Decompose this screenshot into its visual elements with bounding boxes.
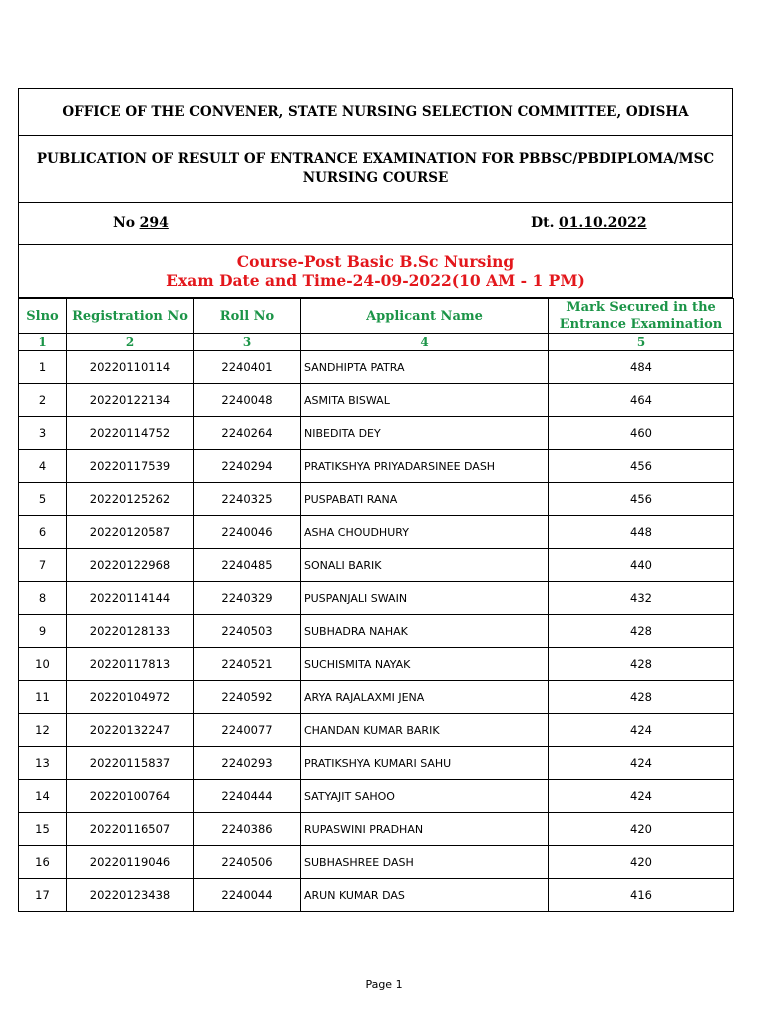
applicant-name-cell: ARYA RAJALAXMI JENA bbox=[301, 681, 549, 714]
roll-no-cell: 2240503 bbox=[194, 615, 301, 648]
mark-cell: 440 bbox=[549, 549, 734, 582]
publication-title bbox=[18, 136, 733, 203]
table-row bbox=[19, 549, 734, 582]
table-row bbox=[19, 516, 734, 549]
registration-no-cell: 20220116507 bbox=[67, 813, 194, 846]
exam-date-time: Exam Date and Time-24-09-2022(10 AM - 1 PM) bbox=[166, 271, 585, 290]
roll-no-cell: 2240077 bbox=[194, 714, 301, 747]
slno-cell: 3 bbox=[19, 417, 67, 450]
column-header: Mark Secured in the Entrance Examination bbox=[549, 299, 734, 334]
registration-no-cell: 20220120587 bbox=[67, 516, 194, 549]
registration-no-cell: 20220122134 bbox=[67, 384, 194, 417]
roll-no-cell: 2240521 bbox=[194, 648, 301, 681]
registration-no-cell: 20220114144 bbox=[67, 582, 194, 615]
column-header: Slno bbox=[19, 299, 67, 334]
mark-cell: 428 bbox=[549, 615, 734, 648]
column-number: 4 bbox=[301, 334, 549, 351]
slno-cell: 6 bbox=[19, 516, 67, 549]
result-table bbox=[18, 298, 734, 912]
applicant-name-cell: SANDHIPTA PATRA bbox=[301, 351, 549, 384]
roll-no-cell: 2240044 bbox=[194, 879, 301, 912]
slno-cell: 11 bbox=[19, 681, 67, 714]
registration-no-cell: 20220114752 bbox=[67, 417, 194, 450]
roll-no-cell: 2240294 bbox=[194, 450, 301, 483]
slno-cell: 15 bbox=[19, 813, 67, 846]
notice-number-value: 294 bbox=[139, 215, 169, 231]
applicant-name-cell: CHANDAN KUMAR BARIK bbox=[301, 714, 549, 747]
applicant-name-cell: SUBHASHREE DASH bbox=[301, 846, 549, 879]
mark-cell: 424 bbox=[549, 780, 734, 813]
roll-no-cell: 2240386 bbox=[194, 813, 301, 846]
table-header-row bbox=[19, 299, 734, 334]
mark-cell: 464 bbox=[549, 384, 734, 417]
column-number: 2 bbox=[67, 334, 194, 351]
roll-no-cell: 2240401 bbox=[194, 351, 301, 384]
table-row bbox=[19, 648, 734, 681]
roll-no-cell: 2240046 bbox=[194, 516, 301, 549]
mark-cell: 456 bbox=[549, 450, 734, 483]
mark-cell: 420 bbox=[549, 846, 734, 879]
mark-cell: 428 bbox=[549, 648, 734, 681]
applicant-name-cell: SUBHADRA NAHAK bbox=[301, 615, 549, 648]
column-header: Roll No bbox=[194, 299, 301, 334]
mark-cell: 424 bbox=[549, 747, 734, 780]
column-number: 5 bbox=[549, 334, 734, 351]
registration-no-cell: 20220122968 bbox=[67, 549, 194, 582]
publication-title-text: PUBLICATION OF RESULT OF ENTRANCE EXAMINATION FOR PBBSC/PBDIPLOMA/MSC NURSING COURSE bbox=[36, 151, 715, 186]
notice-date-value: 01.10.2022 bbox=[558, 215, 647, 231]
mark-cell: 456 bbox=[549, 483, 734, 516]
slno-cell: 8 bbox=[19, 582, 67, 615]
registration-no-cell: 20220115837 bbox=[67, 747, 194, 780]
column-number-row bbox=[19, 334, 734, 351]
mark-cell: 416 bbox=[549, 879, 734, 912]
column-header: Registration No bbox=[67, 299, 194, 334]
registration-no-cell: 20220100764 bbox=[67, 780, 194, 813]
column-number: 1 bbox=[19, 334, 67, 351]
mark-cell: 432 bbox=[549, 582, 734, 615]
roll-no-cell: 2240264 bbox=[194, 417, 301, 450]
mark-cell: 428 bbox=[549, 681, 734, 714]
slno-cell: 13 bbox=[19, 747, 67, 780]
applicant-name-cell: SONALI BARIK bbox=[301, 549, 549, 582]
mark-cell: 420 bbox=[549, 813, 734, 846]
table-row bbox=[19, 615, 734, 648]
page-number: Page 1 bbox=[365, 978, 403, 991]
registration-no-cell: 20220125262 bbox=[67, 483, 194, 516]
roll-no-cell: 2240444 bbox=[194, 780, 301, 813]
applicant-name-cell: ARUN KUMAR DAS bbox=[301, 879, 549, 912]
notice-date-label: Dt. bbox=[531, 215, 555, 231]
applicant-name-cell: PUSPABATI RANA bbox=[301, 483, 549, 516]
table-row bbox=[19, 681, 734, 714]
result-sheet bbox=[18, 88, 733, 912]
applicant-name-cell: PRATIKSHYA PRIYADARSINEE DASH bbox=[301, 450, 549, 483]
number-date-row bbox=[18, 203, 733, 245]
slno-cell: 17 bbox=[19, 879, 67, 912]
column-number: 3 bbox=[194, 334, 301, 351]
slno-cell: 2 bbox=[19, 384, 67, 417]
roll-no-cell: 2240048 bbox=[194, 384, 301, 417]
table-row bbox=[19, 483, 734, 516]
registration-no-cell: 20220123438 bbox=[67, 879, 194, 912]
office-title-text: OFFICE OF THE CONVENER, STATE NURSING SELECTION COMMITTEE, ODISHA bbox=[62, 104, 689, 120]
mark-cell: 448 bbox=[549, 516, 734, 549]
mark-cell: 460 bbox=[549, 417, 734, 450]
table-row bbox=[19, 351, 734, 384]
roll-no-cell: 2240592 bbox=[194, 681, 301, 714]
table-row bbox=[19, 714, 734, 747]
slno-cell: 10 bbox=[19, 648, 67, 681]
slno-cell: 5 bbox=[19, 483, 67, 516]
notice-number-label: No bbox=[113, 215, 136, 231]
table-row bbox=[19, 879, 734, 912]
slno-cell: 4 bbox=[19, 450, 67, 483]
slno-cell: 14 bbox=[19, 780, 67, 813]
course-name: Course-Post Basic B.Sc Nursing bbox=[236, 252, 515, 271]
notice-date bbox=[531, 215, 647, 231]
table-row bbox=[19, 813, 734, 846]
slno-cell: 7 bbox=[19, 549, 67, 582]
applicant-name-cell: SUCHISMITA NAYAK bbox=[301, 648, 549, 681]
registration-no-cell: 20220132247 bbox=[67, 714, 194, 747]
applicant-name-cell: ASMITA BISWAL bbox=[301, 384, 549, 417]
slno-cell: 9 bbox=[19, 615, 67, 648]
notice-number bbox=[113, 215, 169, 231]
registration-no-cell: 20220104972 bbox=[67, 681, 194, 714]
applicant-name-cell: SATYAJIT SAHOO bbox=[301, 780, 549, 813]
roll-no-cell: 2240485 bbox=[194, 549, 301, 582]
slno-cell: 1 bbox=[19, 351, 67, 384]
registration-no-cell: 20220110114 bbox=[67, 351, 194, 384]
table-row bbox=[19, 747, 734, 780]
table-row bbox=[19, 780, 734, 813]
roll-no-cell: 2240329 bbox=[194, 582, 301, 615]
table-row bbox=[19, 384, 734, 417]
registration-no-cell: 20220117813 bbox=[67, 648, 194, 681]
table-row bbox=[19, 417, 734, 450]
mark-cell: 484 bbox=[549, 351, 734, 384]
registration-no-cell: 20220117539 bbox=[67, 450, 194, 483]
applicant-name-cell: NIBEDITA DEY bbox=[301, 417, 549, 450]
roll-no-cell: 2240325 bbox=[194, 483, 301, 516]
applicant-name-cell: RUPASWINI PRADHAN bbox=[301, 813, 549, 846]
mark-cell: 424 bbox=[549, 714, 734, 747]
applicant-name-cell: ASHA CHOUDHURY bbox=[301, 516, 549, 549]
course-info bbox=[18, 245, 733, 298]
registration-no-cell: 20220128133 bbox=[67, 615, 194, 648]
office-title bbox=[18, 88, 733, 136]
table-row bbox=[19, 846, 734, 879]
slno-cell: 12 bbox=[19, 714, 67, 747]
roll-no-cell: 2240293 bbox=[194, 747, 301, 780]
column-header: Applicant Name bbox=[301, 299, 549, 334]
table-row bbox=[19, 450, 734, 483]
slno-cell: 16 bbox=[19, 846, 67, 879]
table-row bbox=[19, 582, 734, 615]
roll-no-cell: 2240506 bbox=[194, 846, 301, 879]
applicant-name-cell: PRATIKSHYA KUMARI SAHU bbox=[301, 747, 549, 780]
registration-no-cell: 20220119046 bbox=[67, 846, 194, 879]
applicant-name-cell: PUSPANJALI SWAIN bbox=[301, 582, 549, 615]
